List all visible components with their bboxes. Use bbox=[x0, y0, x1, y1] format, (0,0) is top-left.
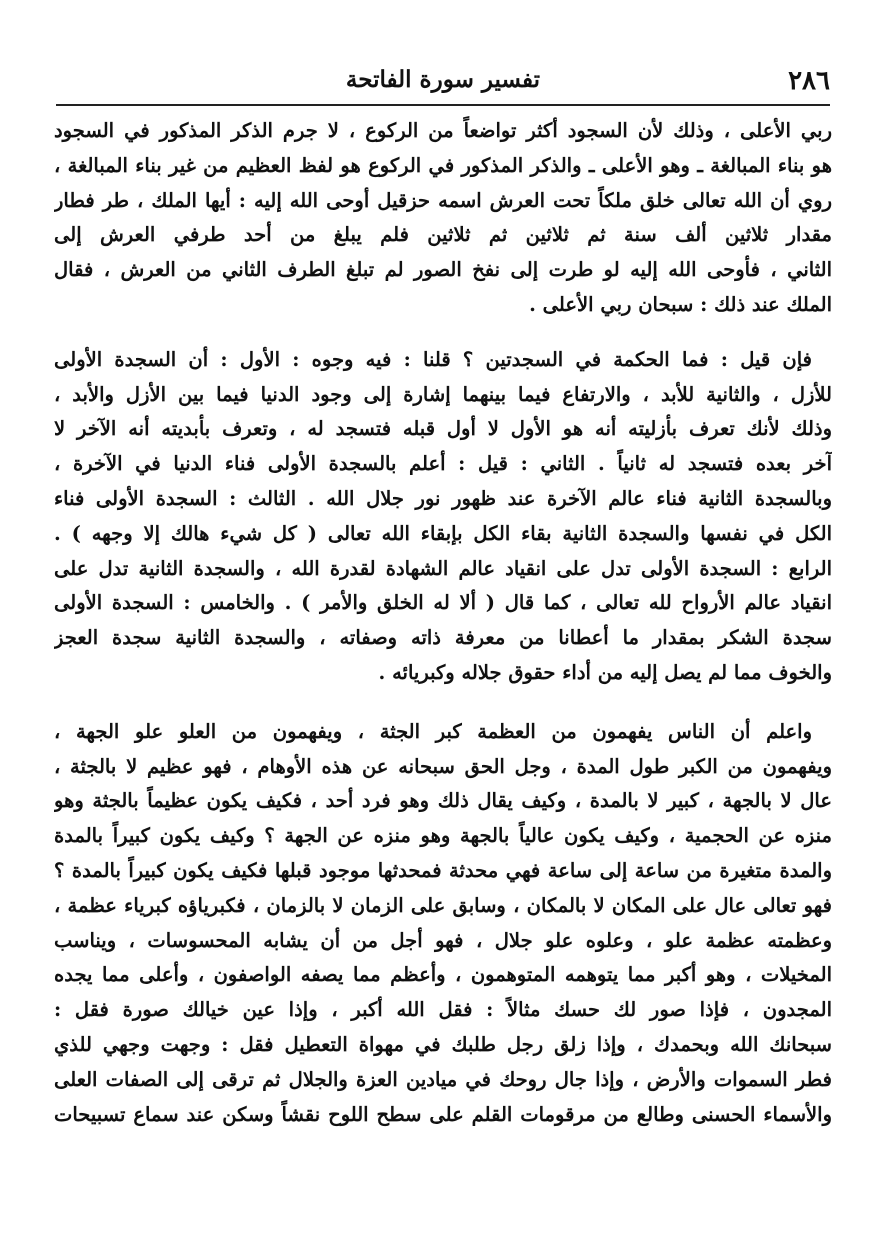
text-line: وبالسجدة الثانية فناء عالم الآخرة عند ظهور نور جلال الله . الثالث : السجدة الأولى فناء bbox=[54, 486, 832, 510]
text-line: المخيلات ، وهو أكبر مما يتوهمه المتوهمون ، وأعظم مما يصفه الواصفون ، وأعلى مما يجده bbox=[54, 963, 832, 987]
text-line: ويفهمون من الكبر طول المدة ، وجل الحق سبحانه عن هذه الأوهام ، فهو عظيم لا بالجثة ، bbox=[54, 754, 832, 778]
text-line: ربي الأعلى ، وذلك لأن السجود أكثر تواضعاً من الركوع ، لا جرم الذكر المذكور في السجود bbox=[54, 119, 832, 142]
page-header bbox=[56, 58, 830, 102]
text-line: واعلم أن الناس يفهمون من العظمة كبر الجثة ، ويفهمون من العلو علو الجهة ، bbox=[54, 719, 812, 743]
text-line: والخوف مما لم يصل إليه من أداء حقوق جلاله وكبريائه . bbox=[378, 660, 832, 684]
text-line: مقدار ثلاثين ألف سنة ثم ثلاثين ثم ثلاثين فلم يبلغ من أحد طرفي العرش إلى bbox=[54, 223, 832, 247]
text-line: سبحانك الله وبحمدك ، وإذا زلق رجل طلبك في مهواة التعطيل فقل : وجهت وجهي للذي bbox=[54, 1032, 832, 1056]
text-line: والأسماء الحسنى وطالع من مرقومات القلم على سطح اللوح نقشاً وسكن عند سماع تسبيحات bbox=[54, 1102, 832, 1126]
paragraph-1 bbox=[54, 114, 832, 323]
text-line: وعظمته عظمة علو ، وعلوه علو جلال ، فهو أجل من أن يشابه المحسوسات ، ويناسب bbox=[54, 928, 832, 952]
text-line: وذلك لأنك تعرف بأزليته أنه هو الأول لا أول قبله فتسجد له ، وتعرف بأبديته أنه الآخر لا bbox=[54, 417, 832, 441]
text-line: سجدة الشكر بمقدار ما أعطانا من معرفة ذاته وصفاته ، والسجدة الثانية سجدة العجز bbox=[54, 626, 832, 650]
paragraph-2 bbox=[54, 343, 832, 691]
text-line: هو بناء المبالغة ـ وهو الأعلى ـ والذكر المذكور في الركوع هو لفظ العظيم من غير بناء المبالغة ، bbox=[54, 153, 832, 177]
text-line: الثاني ، فأوحى الله إليه لو طرت إلى نفخ الصور لم تبلغ الطرف الثاني من العرش ، فقال bbox=[54, 258, 832, 282]
text-line: فطر السموات والأرض ، وإذا جال روحك في ميادين العزة والجلال ثم ترقى إلى الصفات العلى bbox=[54, 1067, 832, 1091]
text-line: فإن قيل : فما الحكمة في السجدتين ؟ قلنا : فيه وجوه : الأول : أن السجدة الأولى bbox=[54, 347, 812, 371]
text-line: عال لا بالجهة ، كبير لا بالمدة ، وكيف يقال ذلك وهو فرد أحد ، فكيف يكون عظيماً بالجثة وهو bbox=[54, 789, 832, 813]
text-line: فهو تعالى عال على المكان لا بالمكان ، وسابق على الزمان لا بالزمان ، فكبرياؤه كبرياء عظمة ، bbox=[54, 893, 832, 917]
text-line: الكل في نفسها والسجدة الثانية بقاء الكل بإبقاء الله تعالى ( كل شيء هالك إلا وجهه ) . bbox=[54, 521, 832, 545]
running-title: تفسير سورة الفاتحة bbox=[345, 66, 541, 93]
page-body bbox=[54, 114, 832, 1150]
text-line: منزه عن الحجمية ، وكيف يكون عالياً بالجهة وهو منزه عن الجهة ؟ وكيف يكون كبيراً بالمدة bbox=[54, 824, 832, 848]
text-line: روي أن الله تعالى خلق ملكاً تحت العرش اسمه حزقيل أوحى الله إليه : أيها الملك ، طر فطار bbox=[54, 188, 832, 212]
header-divider bbox=[56, 104, 830, 106]
text-line: الملك عند ذلك : سبحان ربي الأعلى . bbox=[529, 292, 832, 316]
text-line: والمدة متغيرة من ساعة إلى ساعة فهي محدثة فمحدثها موجود قبلها فكيف يكون كبيراً بالمدة ؟ bbox=[54, 858, 832, 882]
text-line: انقياد عالم الأرواح لله تعالى ، كما قال ( ألا له الخلق والأمر ) . والخامس : السجدة الأولى bbox=[54, 591, 832, 615]
text-line: المجدون ، فإذا صور لك حسك مثالاً : فقل الله أكبر ، وإذا عين خيالك صورة فقل : bbox=[54, 998, 832, 1022]
page-number: ٢٨٦ bbox=[788, 66, 830, 96]
text-line: للأزل ، والثانية للأبد ، والارتفاع فيما بينهما إشارة إلى وجود الدنيا فيما بين الأزل والأبد ، bbox=[54, 382, 832, 406]
paragraph-3 bbox=[54, 715, 832, 1133]
text-line: الرابع : السجدة الأولى تدل على انقياد عالم الشهادة لقدرة الله ، والسجدة الثانية تدل على bbox=[54, 556, 832, 580]
text-line: آخر بعده فتسجد له ثانياً . الثاني : قيل : أعلم بالسجدة الأولى فناء الدنيا في الآخرة ، bbox=[54, 452, 832, 476]
